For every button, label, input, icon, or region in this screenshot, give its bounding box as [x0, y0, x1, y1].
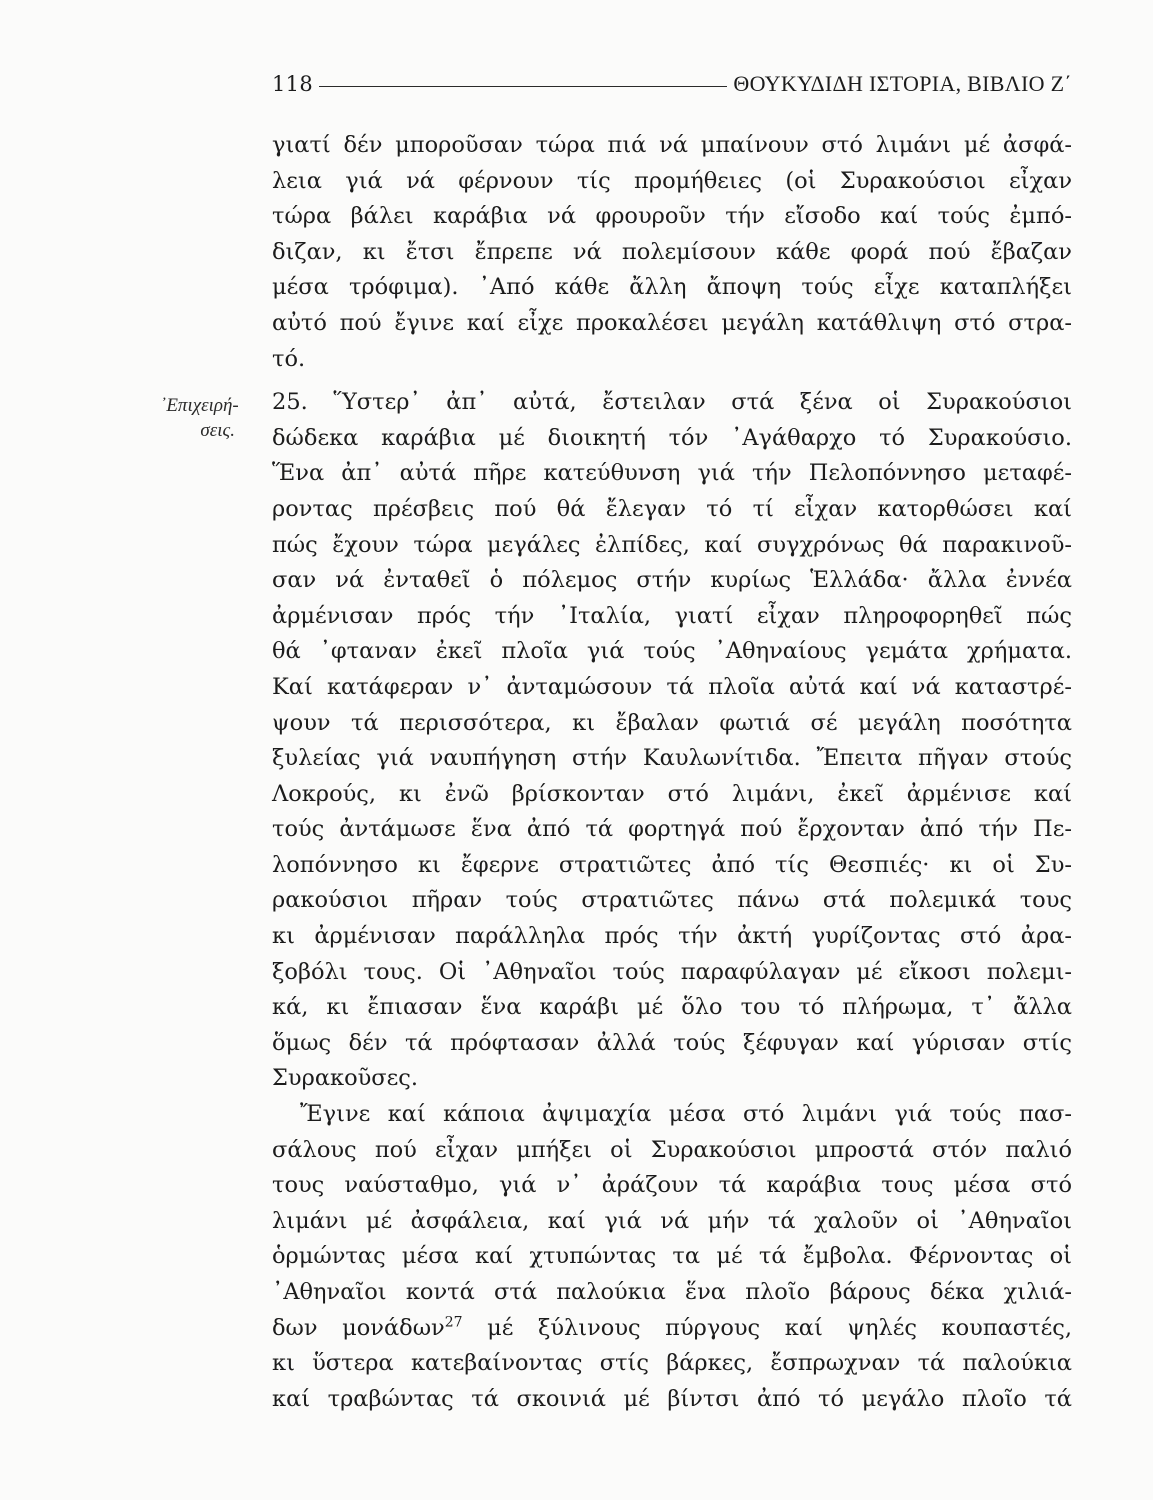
- text-line: [272, 1311, 1072, 1347]
- text-line: πώς ἔχουν τώρα μεγάλες ἐλπίδες, καί συγχρόνως θά παρακινοῦ-: [272, 531, 1072, 558]
- text-line: Καί κατάφεραν ν᾿ ἀνταμώσουν τά πλοῖα αὐτά καί νά καταστρέ-: [272, 673, 1072, 700]
- text-line: Συρακοῦσες.: [272, 1065, 419, 1092]
- text-line: θά ᾿φταναν ἐκεῖ πλοῖα γιά τούς ᾿Αθηναίους γεμάτα χρήματα.: [272, 638, 1072, 665]
- text-line: Λοκρούς, κι ἐνῶ βρίσκονταν στό λιμάνι, ἐκεῖ ἀρμένισε καί: [272, 780, 1072, 807]
- text-line: ὅμως δέν τά πρόφτασαν ἀλλά τούς ξέφυγαν καί γύρισαν στίς: [272, 1029, 1072, 1056]
- footnote-ref: 27: [444, 1314, 463, 1331]
- text-line: κι ἀρμένισαν παράλληλα πρός τήν ἀκτή γυρίζοντας στό ἀρα-: [272, 923, 1072, 950]
- text-line: ρακούσιοι πῆραν τούς στρατιῶτες πάνω στά πολεμικά τους: [272, 887, 1072, 914]
- running-header: [272, 66, 1072, 102]
- text-line: τούς ἀντάμωσε ἕνα ἀπό τά φορτηγά πού ἔρχονταν ἀπό τήν Πε-: [272, 816, 1072, 843]
- text-line: τους ναύσταθμο, γιά ν᾿ ἀράζουν τά καράβια τους μέσα στό: [272, 1172, 1072, 1199]
- marginal-note: [160, 393, 239, 443]
- text-line: ἀρμένισαν πρός τήν ᾿Ιταλία, γιατί εἶχαν πληροφορηθεῖ πώς: [272, 602, 1072, 629]
- text-line: κά, κι ἔπιασαν ἕνα καράβι μέ ὅλο του τό πλήρωμα, τ᾿ ἄλλα: [272, 994, 1072, 1021]
- text-line: τώρα βάλει καράβια νά φρουροῦν τήν εἴσοδο καί τούς ἐμπό-: [272, 203, 1072, 230]
- marginal-note-line: σεις.: [200, 420, 235, 441]
- text-line: λιμάνι μέ ἀσφάλεια, καί γιά νά μήν τά χαλοῦν οἱ ᾿Αθηναῖοι: [272, 1207, 1072, 1234]
- text-line: ξυλείας γιά ναυπήγηση στήν Καυλωνίτιδα. Ἔπειτα πῆγαν στούς: [272, 745, 1072, 772]
- header-rule: [319, 86, 727, 87]
- text-line: ὁρμώντας μέσα καί χτυπώντας τα μέ τά ἔμβολα. Φέρνοντας οἱ: [272, 1243, 1072, 1270]
- marginal-note-line: ᾿Επιχειρή-: [160, 395, 239, 416]
- running-title: ΘΟΥΚΥΔΙΔΗ ΙΣΤΟΡΙΑ, ΒΙΒΛΙΟ Ζ΄: [733, 71, 1072, 96]
- text-line: κι ὕστερα κατεβαίνοντας στίς βάρκες, ἔσπρωχναν τά παλούκια: [272, 1350, 1072, 1377]
- text-line: ροντας πρέσβεις πού θά ἔλεγαν τό τί εἶχαν κατορθώσει καί: [272, 495, 1072, 522]
- text-line: Ἔγινε καί κάποια ἀψιμαχία μέσα στό λιμάνι γιά τούς πασ-: [300, 1101, 1072, 1128]
- text-segment: δων μονάδων: [272, 1314, 445, 1341]
- text-line: σαν νά ἐνταθεῖ ὁ πόλεμος στήν κυρίως Ἑλλάδα· ἄλλα ἐννέα: [272, 567, 1072, 594]
- text-line: γιατί δέν μποροῦσαν τώρα πιά νά μπαίνουν στό λιμάνι μέ ἀσφά-: [272, 132, 1072, 158]
- text-line: λοπόννησο κι ἔφερνε στρατιῶτες ἀπό τίς Θεσπιές· κι οἱ Συ-: [272, 851, 1072, 878]
- text-line: δώδεκα καράβια μέ διοικητή τόν ᾿Αγάθαρχο τό Συρακούσιο.: [272, 424, 1072, 451]
- text-line: μέσα τρόφιμα). ᾿Από κάθε ἄλλη ἄποψη τούς εἶχε καταπλήξει: [272, 274, 1072, 301]
- text-line: Ἕνα ἀπ᾿ αὐτά πῆρε κατεύθυνση γιά τήν Πελοπόννησο μεταφέ-: [272, 460, 1072, 487]
- text-line: καί τραβώντας τά σκοινιά μέ βίντσι ἀπό τό μεγάλο πλοῖο τά: [272, 1385, 1072, 1412]
- text-line: τό.: [272, 345, 306, 372]
- text-line: λεια γιά νά φέρνουν τίς προμήθειες (οἱ Συρακούσιοι εἶχαν: [272, 167, 1072, 194]
- text-line: αὐτό πού ἔγινε καί εἶχε προκαλέσει μεγάλη κατάθλιψη στό στρα-: [272, 309, 1072, 336]
- body-text: [272, 128, 1072, 1417]
- text-line: ψουν τά περισσότερα, κι ἔβαλαν φωτιά σέ μεγάλη ποσότητα: [272, 709, 1072, 736]
- text-line: ξοβόλι τους. Οἱ ᾿Αθηναῖοι τούς παραφύλαγαν μέ εἴκοσι πολεμι-: [272, 958, 1072, 985]
- text-line: διζαν, κι ἔτσι ἔπρεπε νά πολεμίσουν κάθε φορά πού ἔβαζαν: [272, 238, 1072, 265]
- text-line: 25. Ὕστερ᾿ ἀπ᾿ αὐτά, ἔστειλαν στά ξένα οἱ Συρακούσιοι: [272, 389, 1072, 416]
- paragraph-gap: [272, 377, 1072, 385]
- text-segment: μέ ξύλινους πύργους καί ψηλές κουπαστές,: [487, 1314, 1073, 1341]
- page-number: 118: [272, 72, 313, 96]
- text-line: σάλους πού εἶχαν μπήξει οἱ Συρακούσιοι μπροστά στόν παλιό: [272, 1136, 1072, 1163]
- text-line: ᾿Αθηναῖοι κοντά στά παλούκια ἕνα πλοῖο βάρους δέκα χιλιά-: [272, 1279, 1072, 1305]
